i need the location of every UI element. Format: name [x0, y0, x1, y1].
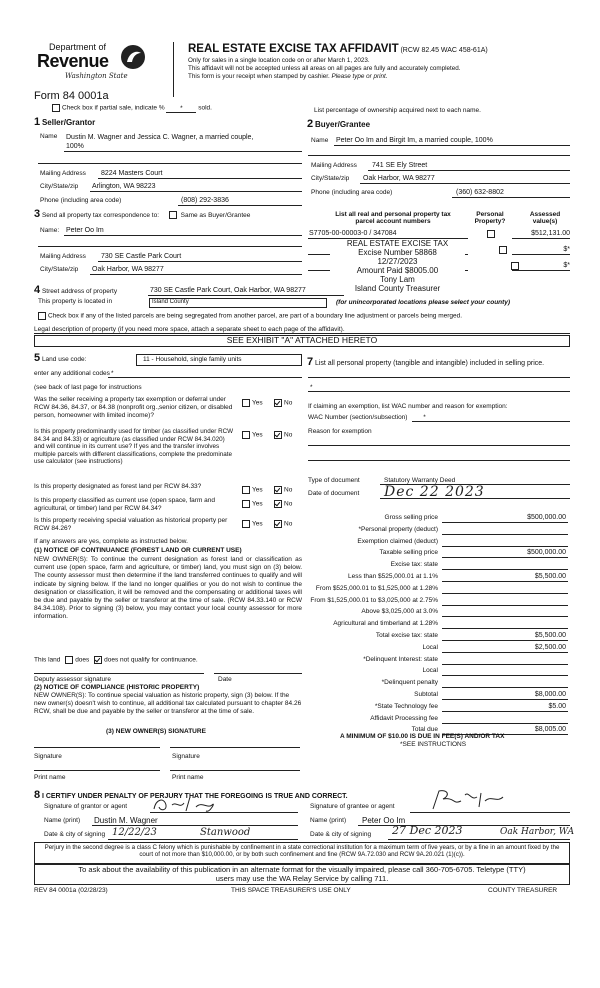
- legal-description[interactable]: SEE EXHIBIT "A" ATTACHED HERETO: [34, 335, 570, 347]
- calc-value[interactable]: $8,000.00: [534, 691, 566, 698]
- calc-label: Less than $525,000.01 at 1.1%: [348, 573, 438, 580]
- seller-name[interactable]: Dustin M. Wagner and Jessica C. Wagner, a married couple,: [66, 134, 254, 141]
- no-checkbox[interactable]: [274, 399, 282, 407]
- calc-label: Excise tax: state: [390, 561, 438, 569]
- grantee-name-label: Name (print): [310, 817, 347, 824]
- question-yes[interactable]: Yes: [242, 431, 263, 439]
- grantee-signature[interactable]: [425, 787, 545, 813]
- calc-value[interactable]: $5,500.00: [534, 573, 566, 580]
- grantor-sig-label: Signature of grantor or agent: [44, 803, 128, 810]
- additional-codes-label: enter any additional codes: [34, 370, 110, 377]
- taxcorr-city-label: City/State/zip: [40, 266, 79, 273]
- street-row: 4 Street address of property: [34, 284, 118, 296]
- property-street[interactable]: 730 SE Castle Park Court, Oak Harbor, WA 98277: [150, 287, 306, 294]
- calc-label: Total excise tax: state: [375, 632, 438, 639]
- wac-input[interactable]: *: [423, 414, 426, 421]
- personal-property-input[interactable]: *: [310, 384, 313, 391]
- calc-underline: [442, 605, 568, 606]
- seller-address[interactable]: 8224 Masters Court: [101, 170, 163, 177]
- form-number: Form 84 0001a: [34, 90, 109, 102]
- calc-label: Above $3,025,000 at 3.0%: [361, 608, 438, 616]
- footer-mid: THIS SPACE TREASURER'S USE ONLY: [231, 887, 351, 894]
- header-note-3: This form is your receipt when stamped by cashier. Please type or print.: [188, 73, 388, 80]
- same-as-buyer-checkbox[interactable]: [169, 211, 177, 219]
- notice-historic-body: NEW OWNER(S): To continue special valuation as historic property, sign (3) below. If the new owner(s) doesn't wish to continue, all additional tax calculated pursuant to chapter 84.26 RCW, shall be due and payable by the seller or transferor at the time of sale.: [34, 692, 302, 716]
- seller-city-label: City/State/zip: [40, 183, 79, 190]
- grantee-name[interactable]: Peter Oo Im: [362, 816, 406, 825]
- seller-phone[interactable]: (808) 292-3836: [181, 197, 229, 204]
- question-text: Is this property classified as current use (open space, farm and agricultural, or timber) land per RCW 84.34?: [34, 497, 216, 512]
- assessed-value-1[interactable]: $512,131.00: [531, 230, 570, 237]
- state-label: Washington State: [65, 72, 128, 80]
- buyer-name-label: Name: [311, 137, 329, 144]
- no-checkbox[interactable]: [274, 486, 282, 494]
- footer-right: COUNTY TREASURER: [488, 887, 558, 894]
- assessed-value-2[interactable]: $*: [563, 246, 570, 253]
- calc-underline: [442, 628, 568, 629]
- buyer-addr-label: Mailing Address: [311, 162, 357, 169]
- buyer-phone[interactable]: (360) 632-8802: [456, 189, 504, 196]
- certify-heading: 8 I CERTIFY UNDER PENALTY OF PERJURY THAT THE FOREGOING IS TRUE AND CORRECT.: [34, 789, 348, 801]
- see-instructions: *SEE INSTRUCTIONS: [400, 741, 467, 748]
- buyer-city[interactable]: Oak Harbor, WA 98277: [363, 175, 435, 182]
- thisland-row: This land does does not qualify for continuance.: [34, 656, 198, 664]
- calc-value[interactable]: $8,005.00: [534, 726, 566, 734]
- calc-underline: [442, 640, 568, 641]
- accessibility-box: To ask about the availability of this publication in an alternate format for the visually impaired, please call 360-705-6705. Teletype (TTY) users may use the WA Relay Service by calling 711.: [34, 864, 570, 885]
- no-checkbox[interactable]: [274, 500, 282, 508]
- footer-rev: REV 84 0001a (02/28/23): [34, 887, 108, 894]
- yes-checkbox[interactable]: [242, 486, 250, 494]
- land-doesnot-checkbox[interactable]: [94, 656, 102, 664]
- landuse-heading: 5 Land use code:: [34, 352, 87, 364]
- revenue-logo: [33, 42, 153, 87]
- personal-checkbox-2[interactable]: [499, 246, 507, 254]
- calc-underline: [442, 569, 568, 570]
- deputy-date-label: Date: [218, 676, 232, 683]
- calc-underline: [442, 616, 568, 617]
- tax-correspondence-heading: 3 Send all property tax correspondence to: Same as Buyer/Grantee: [34, 208, 251, 220]
- calc-label: *Delinquent Interest: state: [363, 655, 438, 663]
- assessed-value-3[interactable]: $*: [563, 262, 570, 269]
- new-owner-signature-title: (3) NEW OWNER(S) SIGNATURE: [106, 728, 206, 735]
- seller-phone-label: Phone (including area code): [40, 197, 122, 204]
- parcel-header: List all real and personal property tax parcel account numbers: [335, 211, 451, 226]
- buyer-city-label: City/State/zip: [311, 175, 350, 182]
- taxcorr-addr-label: Mailing Address: [40, 253, 86, 260]
- calc-underline: [442, 534, 568, 535]
- segregate-checkbox[interactable]: [38, 312, 46, 320]
- yes-checkbox[interactable]: [242, 520, 250, 528]
- calc-label: From $1,525,000.01 to $3,025,000 at 2.75%: [310, 596, 438, 604]
- calc-underline: [442, 522, 568, 523]
- question-no[interactable]: No: [274, 399, 292, 407]
- calc-label: Local: [422, 667, 438, 675]
- form-title: REAL ESTATE EXCISE TAX AFFIDAVIT (RCW 82.45 WAC 458-61A): [188, 43, 488, 55]
- exemption-label: If claiming an exemption, list WAC number and reason for exemption:: [308, 403, 508, 410]
- calc-label: Subtotal: [414, 691, 438, 698]
- doc-date[interactable]: Dec 22 2023: [384, 484, 485, 500]
- no-checkbox[interactable]: [274, 520, 282, 528]
- calc-underline: [442, 557, 568, 558]
- partial-sale-row: Check box if partial sale, indicate % * sold.: [52, 104, 212, 113]
- buyer-address[interactable]: 741 SE Ely Street: [372, 162, 428, 169]
- calc-underline: [442, 675, 568, 676]
- question-text: Is this property designated as forest land per RCW 84.33?: [34, 483, 202, 490]
- question-no[interactable]: No: [274, 431, 292, 439]
- calc-value[interactable]: $2,500.00: [534, 643, 566, 651]
- yes-checkbox[interactable]: [242, 431, 250, 439]
- owner-sig-label-1: Signature: [34, 753, 62, 760]
- calc-label: Total due: [411, 726, 438, 734]
- calc-label: *Delinquent penalty: [381, 679, 438, 687]
- grantee-date[interactable]: 27 Dec 2023: [392, 824, 463, 837]
- question-yes[interactable]: Yes: [242, 399, 263, 407]
- calc-label: *Personal property (deduct): [358, 525, 438, 533]
- header-note-2: This affidavit will not be accepted unless all areas on all pages are fully and accurately completed.: [188, 65, 461, 72]
- calc-underline: [442, 546, 568, 547]
- grantor-city[interactable]: Stanwood: [200, 827, 251, 838]
- parcel-number-1[interactable]: S7705-00-00003-0 / 347084: [309, 230, 397, 237]
- assessed-header: Assessed value(s): [529, 211, 561, 226]
- calc-underline: [442, 723, 568, 724]
- seller-addr-label: Mailing Address: [40, 170, 86, 177]
- question-no[interactable]: No: [274, 520, 292, 528]
- seller-heading: 1 Seller/Grantor: [34, 116, 96, 128]
- calc-label: Taxable selling price: [379, 549, 438, 557]
- segregate-row: Check box if any of the listed parcels are being segregated from another parcel, are part of a boundary line adjustment or parcels being merged.: [38, 312, 462, 320]
- header-note-1: Only for sales in a single location code on or after March 1, 2023.: [188, 57, 370, 64]
- located-label: This property is located in: [38, 298, 113, 305]
- partial-sale-checkbox[interactable]: [52, 104, 60, 112]
- yes-checkbox[interactable]: [242, 500, 250, 508]
- question-no[interactable]: No: [274, 486, 292, 494]
- calc-value[interactable]: $5.00: [548, 702, 566, 710]
- question-text: Is this property predominantly used for timber (as classified under RCW 84.34 and 84.33) or agriculture (as classified under RCW 84.34.020) and will continue in its current use? If yes and the transfer involves multiple parcels with different classifications, complete the predominate use calculator (see instructions): [34, 428, 234, 466]
- personal-checkbox-1[interactable]: [487, 230, 495, 238]
- personal-property-heading: 7 List all personal property (tangible and intangible) included in selling price.: [307, 356, 545, 368]
- calc-label: Gross selling price: [384, 514, 438, 521]
- calc-label: Exemption claimed (deduct): [357, 537, 438, 545]
- notice-continuance-body: NEW OWNER(S): To continue the current designation as forest land or classification as current use (open space, farm and agriculture, or timber) land, you must sign on (3) below. The county assessor must then determine if the land transferred continues to qualify and will indicate by signing below. If the land no longer qualifies or you do not wish to continue the designation or classification, it will be removed and the compensating or additional taxes will be due and payable by the seller or transferor at the time of sale. (RCW 84.33.140 or RCW 84.34.108). Prior to signing (3) below, you may contact your local county assessor for more information.: [34, 556, 302, 621]
- calc-underline: [442, 664, 568, 665]
- calc-underline: [442, 593, 568, 594]
- question-yes[interactable]: Yes: [242, 500, 263, 508]
- grantor-name[interactable]: Dustin M. Wagner: [94, 816, 158, 825]
- deputy-label: Deputy assessor signature: [34, 676, 111, 683]
- wac-label: WAC Number (section/subsection) *: [308, 414, 426, 421]
- county-select[interactable]: Island County: [149, 298, 327, 308]
- grantee-sig-label: Signature of grantee or agent: [310, 803, 395, 810]
- owner-print-label-2: Print name: [172, 774, 204, 781]
- buyer-heading: 2 Buyer/Grantee: [307, 118, 371, 130]
- grantor-name-label: Name (print): [44, 817, 81, 824]
- doc-date-label: Date of document: [308, 490, 360, 497]
- brand-label: Revenue: [37, 51, 109, 71]
- taxcorr-name[interactable]: Peter Oo Im: [66, 227, 104, 234]
- taxcorr-address[interactable]: 730 SE Castle Park Court: [101, 253, 182, 260]
- seller-name-label: Name: [40, 133, 58, 140]
- see-back: (see back of last page for instructions: [34, 384, 142, 391]
- landuse-select[interactable]: 11 - Household, single family units: [136, 354, 302, 366]
- buyer-phone-label: Phone (including area code): [311, 189, 393, 196]
- doc-type-label: Type of document: [308, 477, 360, 484]
- calc-label: Agricultural and timberland at 1.28%: [333, 620, 438, 628]
- dept-label: Department of: [49, 42, 107, 52]
- grantee-city[interactable]: Oak Harbor, WA: [500, 827, 575, 837]
- taxcorr-name-label: Name:: [40, 227, 60, 234]
- calc-underline: [442, 581, 568, 582]
- yes-checkbox[interactable]: [242, 399, 250, 407]
- buyer-name[interactable]: Peter Oo Im and Birgit Im, a married couple, 100%: [336, 137, 493, 144]
- calc-label: Local: [422, 643, 438, 651]
- legal-label: Legal description of property (if you need more space, attach a separate sheet to each page of the affidavit).: [34, 326, 345, 333]
- calc-value[interactable]: $500,000.00: [527, 549, 566, 557]
- notice-historic-title: (2) NOTICE OF COMPLIANCE (HISTORIC PROPERTY): [34, 684, 200, 691]
- calc-underline: [442, 699, 568, 700]
- seller-name-2[interactable]: 100%: [66, 143, 84, 150]
- located-note: (for unincorporated locations please select your county): [336, 299, 511, 306]
- calc-label: *State Technology fee: [374, 702, 438, 710]
- question-yes[interactable]: Yes: [242, 486, 263, 494]
- grantee-date-label: Date & city of signing: [310, 831, 372, 838]
- perjury-box: Perjury in the second degree is a class C felony which is punishable by confinement in a state correctional institution for a maximum term of five years, or by a fine in an amount fixed by the court of not more than $10,000.00, or by both such confinement and fine (RCW 9A.72.030 and RCW 9A.20.021 (1)(c)).: [34, 842, 570, 864]
- notice-continuance-title: (1) NOTICE OF CONTINUANCE (FOREST LAND OR CURRENT USE): [34, 547, 242, 554]
- calc-label: From $525,000.01 to $1,525,000 at 1.28%: [315, 584, 438, 592]
- calc-value[interactable]: $500,000.00: [527, 514, 566, 521]
- seller-city[interactable]: Arlington, WA 98223: [92, 183, 156, 190]
- grantor-date[interactable]: 12/22/23: [112, 827, 157, 838]
- calc-underline: [442, 652, 568, 653]
- partial-percent[interactable]: *: [166, 105, 196, 113]
- personal-header: Personal Property?: [474, 211, 506, 226]
- treasurer-stamp: REAL ESTATE EXCISE TAX Excise Number 58868 12/27/2023 Amount Paid $8005.00 Tony Lam Island County Treasurer: [330, 240, 465, 294]
- calc-label: Affidavit Processing fee: [370, 714, 438, 722]
- question-yes[interactable]: Yes: [242, 520, 263, 528]
- ifyes-note: If any answers are yes, complete as instructed below.: [34, 538, 188, 545]
- grantor-date-label: Date & city of signing: [44, 831, 106, 838]
- calc-value[interactable]: $5,500.00: [534, 632, 566, 639]
- additional-codes-input[interactable]: *: [111, 370, 114, 377]
- owner-sig-label-2: Signature: [172, 753, 200, 760]
- land-does-checkbox[interactable]: [65, 656, 73, 664]
- ownership-note: List percentage of ownership acquired next to each name.: [314, 107, 481, 114]
- doc-type[interactable]: Statutory Warranty Deed: [384, 477, 456, 484]
- wa-logo-icon: [119, 44, 147, 70]
- taxcorr-city[interactable]: Oak Harbor, WA 98277: [92, 266, 164, 273]
- question-text: Is this property receiving special valuation as historical property per RCW 84.26?: [34, 517, 228, 532]
- calc-underline: [442, 687, 568, 688]
- calc-underline: [442, 711, 568, 712]
- question-text: Was the seller receiving a property tax exemption or deferral under RCW 84.36, 84.37, or 84.38 (nonprofit org.,senior citizen, or disabled person, homeowner with limited income)?: [34, 396, 233, 419]
- no-checkbox[interactable]: [274, 431, 282, 439]
- owner-print-label-1: Print name: [34, 774, 66, 781]
- question-no[interactable]: No: [274, 500, 292, 508]
- header-divider: [173, 42, 174, 97]
- minimum-note: A MINIMUM OF $10.00 IS DUE IN FEE(S) AND/OR TAX: [340, 733, 505, 740]
- exemption-reason-label: Reason for exemption: [308, 428, 372, 435]
